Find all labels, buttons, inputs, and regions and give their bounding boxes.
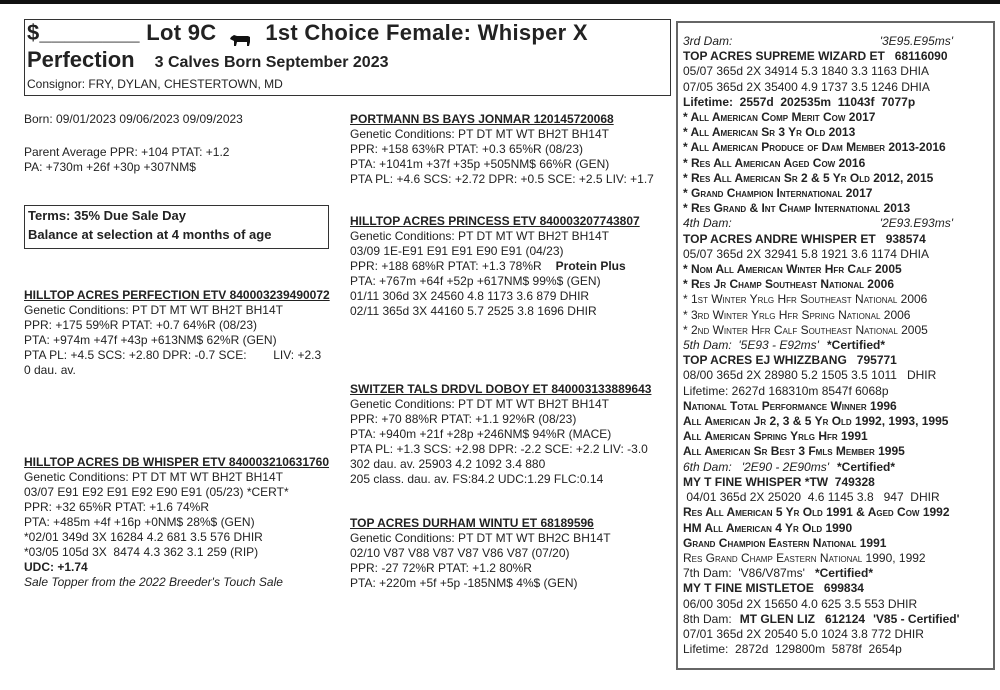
- pedigree-line: [683, 597, 988, 612]
- pedigree-princess: [350, 214, 640, 319]
- pedigree-line: [683, 353, 988, 368]
- pedigree-text: Res All American 5 Yr Old 1991 & Aged Cow 1992: [683, 505, 950, 520]
- s2-line: Genetic Conditions: PT DT MT WT BH2T BH14T: [350, 229, 609, 243]
- pedigree-line: [683, 490, 988, 505]
- parent-average-pta: PA: +730m +26f +30p +307NM$: [24, 160, 196, 174]
- pedigree-text: * Res Jr Champ Southeast National 2006: [683, 277, 895, 292]
- pedigree-line: [683, 277, 988, 292]
- pedigree-line: [683, 216, 953, 231]
- dam-title: HILLTOP ACRES DB WHISPER ETV 840003210631760: [24, 455, 330, 469]
- s1-line: Genetic Conditions: PT DT MT WT BH2T BH14T: [350, 127, 609, 141]
- pedigree-line: [683, 460, 988, 475]
- s1-line: PTA: +1041m +37f +35p +505NM$ 66%R (GEN): [350, 157, 610, 171]
- pedigree-sire-of-dam: [350, 112, 654, 187]
- s1-line: PPR: +158 63%R PTAT: +0.3 65%R (08/23): [350, 142, 584, 156]
- born-dates: Born: 09/01/2023 09/06/2023 09/09/2023: [24, 112, 243, 126]
- pedigree-wintu: [350, 516, 611, 591]
- pedigree-text: * All American Sr 3 Yr Old 2013: [683, 125, 856, 140]
- dam-line: *03/05 105d 3X 8474 4.3 362 3.1 259 (RIP): [24, 545, 259, 559]
- pedigree-doboy: [350, 382, 651, 487]
- pedigree-line: [683, 156, 988, 171]
- pedigree-line: [683, 536, 988, 551]
- pedigree-line: [683, 186, 988, 201]
- lot-title-line1: [27, 20, 588, 46]
- sire-block: [24, 288, 330, 378]
- dam-name: TOP ACRES EJ WHIZZBANG 795771: [683, 353, 897, 368]
- dam-generation-label: 3rd Dam:: [683, 34, 733, 48]
- terms-box: [24, 205, 329, 249]
- s3-line: PTA PL: +1.3 SCS: +2.98 DPR: -2.2 SCE: +2.2 LIV: -3.0: [350, 442, 648, 456]
- s4-line: Genetic Conditions: PT DT MT WT BH2C BH14T: [350, 531, 611, 545]
- pedigree-line: [683, 64, 988, 79]
- dam-line: 03/07 E91 E92 E91 E92 E90 E91 (05/23) *CERT*: [24, 485, 289, 499]
- s3-title: SWITZER TALS DRDVL DOBOY ET 840003133889643: [350, 382, 652, 396]
- lot-choice: 1st Choice Female: Whisper X: [265, 20, 588, 45]
- dam-generation-label: 4th Dam:: [683, 216, 732, 231]
- s4-title: TOP ACRES DURHAM WINTU ET 68189596: [350, 516, 594, 530]
- pedigree-text: 07/01 365d 2X 20540 5.0 1024 3.8 772 DHIR: [683, 626, 924, 641]
- dam-line: Genetic Conditions: PT DT MT WT BH2T BH14T: [24, 470, 283, 484]
- pedigree-text: * 2nd Winter Hfr Calf Southeast National 2005: [683, 322, 928, 337]
- s2-ppr: PPR: +188 68%R PTAT: +1.3 78%R: [350, 259, 542, 273]
- pedigree-line: [683, 475, 988, 490]
- pedigree-line: [683, 125, 988, 140]
- certified-badge: *Certified*: [814, 566, 873, 581]
- dam-classification: '3E95.E95ms': [879, 34, 953, 48]
- dam-name: MY T FINE MISTLETOE 699834: [683, 581, 864, 596]
- dam-generation-label: 6th Dam: '2E90 - 2E90ms': [683, 459, 829, 474]
- dam-line: *02/01 349d 3X 16284 4.2 681 3.5 576 DHIR: [24, 530, 263, 544]
- lot-header: [24, 19, 671, 96]
- pedigree-line: [683, 171, 988, 186]
- pedigree-line: [683, 368, 988, 383]
- sire-title: HILLTOP ACRES PERFECTION ETV 840003239490072: [24, 288, 330, 302]
- pedigree-line: [683, 262, 988, 277]
- pedigree-line: [683, 49, 988, 64]
- dam-generation-label: 5th Dam: '5E93 - E92ms': [683, 338, 819, 353]
- lot-title-line2: [27, 47, 388, 73]
- s3-line: Genetic Conditions: PT DT MT WT BH2T BH14T: [350, 397, 609, 411]
- sire-line: PPR: +175 59%R PTAT: +0.7 64%R (08/23): [24, 318, 258, 332]
- pedigree-text: Grand Champion Eastern National 1991: [683, 535, 887, 550]
- pedigree-text: 08/00 365d 2X 28980 5.2 1505 3.5 1011 DHIR: [683, 368, 937, 383]
- dam-name: Lifetime: 2557d 202535m 11043f 7077p: [683, 94, 916, 109]
- lot-subtitle: 3 Calves Born September 2023: [154, 54, 389, 71]
- pedigree-text: 05/07 365d 2X 34914 5.3 1840 3.3 1163 DHIA: [683, 64, 929, 79]
- dam-name: TOP ACRES ANDRE WHISPER ET 938574: [683, 231, 926, 246]
- dam-udc: UDC: +1.74: [24, 560, 88, 574]
- s3-line: PTA: +940m +21f +28p +246NM$ 94%R (MACE): [350, 427, 612, 441]
- certified-badge: *Certified*: [836, 459, 895, 474]
- dam-note: Sale Topper from the 2022 Breeder's Touch Sale: [24, 575, 283, 589]
- pedigree-text: All American Spring Yrlg Hfr 1991: [683, 429, 868, 444]
- sire-line: 0 dau. av.: [24, 363, 76, 377]
- pedigree-text: All American Jr 2, 3 & 5 Yr Old 1992, 1993, 1995: [683, 414, 949, 429]
- pedigree-text: * Res Grand & Int Champ International 2013: [683, 201, 911, 216]
- pedigree-line: [683, 338, 988, 353]
- pedigree-text: 06/00 305d 2X 15650 4.0 625 3.5 553 DHIR: [683, 596, 918, 611]
- pedigree-line: [683, 110, 988, 125]
- pedigree-line: [683, 414, 988, 429]
- pedigree-text: * 1st Winter Yrlg Hfr Southeast National 2006: [683, 292, 928, 307]
- s2-line: PTA: +767m +64f +52p +617NM$ 99%$ (GEN): [350, 274, 601, 288]
- dam-generation-label: 7th Dam: 'V86/V87ms': [683, 566, 805, 581]
- pedigree-text: 05/07 365d 2X 32941 5.8 1921 3.6 1174 DHIA: [683, 246, 929, 261]
- pedigree-text: 04/01 365d 2X 25020 4.6 1145 3.8 947 DHIR: [683, 490, 940, 505]
- s2-line: 02/11 365d 3X 44160 5.7 2525 3.8 1696 DHIR: [350, 304, 597, 318]
- pedigree-line: [683, 521, 988, 536]
- sire-line: Genetic Conditions: PT DT MT WT BH2T BH14T: [24, 303, 283, 317]
- pedigree-text: * All American Comp Merit Cow 2017: [683, 110, 876, 125]
- pedigree-line: [683, 140, 988, 155]
- terms-line-1: Terms: 35% Due Sale Day: [28, 208, 186, 223]
- sire-line: PTA PL: +4.5 SCS: +2.80 DPR: -0.7 SCE: LIV: +2.3: [24, 348, 322, 362]
- dam-line: PTA: +485m +4f +16p +0NM$ 28%$ (GEN): [24, 515, 255, 529]
- pedigree-text: 07/05 365d 2X 35400 4.9 1737 3.5 1246 DHIA: [683, 79, 930, 94]
- pedigree-line: [683, 232, 988, 247]
- dam-line: PPR: +32 65%R PTAT: +1.6 74%R: [24, 500, 209, 514]
- pedigree-line: [683, 80, 988, 95]
- dam-block: [24, 455, 329, 590]
- s2-line: 03/09 1E-E91 E91 E91 E90 E91 (04/23): [350, 244, 564, 258]
- certified-badge: 'V85 - Certified': [873, 611, 960, 626]
- pedigree-text: Res Grand Champ Eastern National 1990, 1992: [683, 550, 926, 565]
- pedigree-text: All American Sr Best 3 Fmls Member 1995: [683, 444, 905, 459]
- pedigree-line: [683, 551, 988, 566]
- certified-badge: *Certified*: [826, 338, 885, 353]
- s1-title: PORTMANN BS BAYS JONMAR 120145720068: [350, 112, 614, 126]
- dam-name: MY T FINE WHISPER *TW 749328: [683, 474, 875, 489]
- pedigree-line: [683, 34, 953, 49]
- lot-title-perfection: Perfection: [27, 47, 135, 72]
- sire-line: PTA: +974m +47f +43p +613NM$ 62%R (GEN): [24, 333, 277, 347]
- pedigree-line: [683, 399, 988, 414]
- s4-line: 02/10 V87 V88 V87 V87 V86 V87 (07/20): [350, 546, 570, 560]
- dam-name: TOP ACRES SUPREME WIZARD ET 68116090: [683, 49, 948, 64]
- pedigree-line: [683, 247, 988, 262]
- pedigree-text: Lifetime: 2627d 168310m 8547f 6068p: [683, 383, 889, 398]
- lot-price-and-number: $________ Lot 9C: [27, 20, 217, 45]
- pedigree-line: [683, 201, 988, 216]
- pedigree-text: HM All American 4 Yr Old 1990: [683, 520, 853, 535]
- pedigree-text: National Total Performance Winner 1996: [683, 398, 897, 413]
- s2-ppr-line: [350, 259, 640, 274]
- pedigree-line: [683, 308, 988, 323]
- dam-classification: '2E93.E93ms': [879, 216, 953, 231]
- dam-generation-label: 8th Dam:: [683, 611, 732, 626]
- s3-line: 302 dau. av. 25903 4.2 1092 3.4 880: [350, 457, 546, 471]
- pedigree-line: [683, 323, 988, 338]
- s4-line: PPR: -27 72%R PTAT: +1.2 80%R: [350, 561, 532, 575]
- pedigree-line: [683, 566, 988, 581]
- pedigree-line: [683, 581, 988, 596]
- pedigree-line: [683, 429, 988, 444]
- pedigree-text: * 3rd Winter Yrlg Hfr Spring National 2006: [683, 307, 911, 322]
- consignor: Consignor: FRY, DYLAN, CHESTERTOWN, MD: [27, 77, 283, 91]
- top-rule: [0, 0, 1000, 4]
- protein-plus-label: Protein Plus: [555, 259, 626, 273]
- pedigree-line: [683, 612, 988, 627]
- maternal-pedigree-list: [683, 34, 988, 657]
- pedigree-text: * Nom All American Winter Hfr Calf 2005: [683, 262, 902, 277]
- cow-icon: [229, 27, 253, 41]
- pedigree-line: [683, 444, 988, 459]
- s2-title: HILLTOP ACRES PRINCESS ETV 840003207743807: [350, 214, 640, 228]
- s1-line: PTA PL: +4.6 SCS: +2.72 DPR: +0.5 SCE: +2.5 LIV: +1.7: [350, 172, 654, 186]
- pedigree-line: [683, 642, 988, 657]
- terms-line-2: Balance at selection at 4 months of age: [28, 227, 272, 242]
- pedigree-line: [683, 95, 988, 110]
- parent-average: Parent Average PPR: +104 PTAT: +1.2: [24, 145, 230, 159]
- pedigree-line: [683, 292, 988, 307]
- pedigree-line: [683, 505, 988, 520]
- pedigree-text: * Res All American Sr 2 & 5 Yr Old 2012, 2015: [683, 170, 934, 185]
- pedigree-text: * Res All American Aged Cow 2016: [683, 155, 866, 170]
- pedigree-text: * Grand Champion International 2017: [683, 186, 873, 201]
- pedigree-text: Lifetime: 2872d 129800m 5878f 2654p: [683, 642, 902, 657]
- s4-line: PTA: +220m +5f +5p -185NM$ 4%$ (GEN): [350, 576, 578, 590]
- s2-line: 01/11 306d 3X 24560 4.8 1173 3.6 879 DHIR: [350, 289, 590, 303]
- s3-line: 205 class. dau. av. FS:84.2 UDC:1.29 FLC:0.14: [350, 472, 604, 486]
- pedigree-line: [683, 384, 988, 399]
- pedigree-line: [683, 627, 988, 642]
- dam-name: MT GLEN LIZ 612124: [739, 611, 866, 626]
- pedigree-text: * All American Produce of Dam Member 2013-2016: [683, 140, 946, 155]
- s3-line: PPR: +70 88%R PTAT: +1.1 92%R (08/23): [350, 412, 577, 426]
